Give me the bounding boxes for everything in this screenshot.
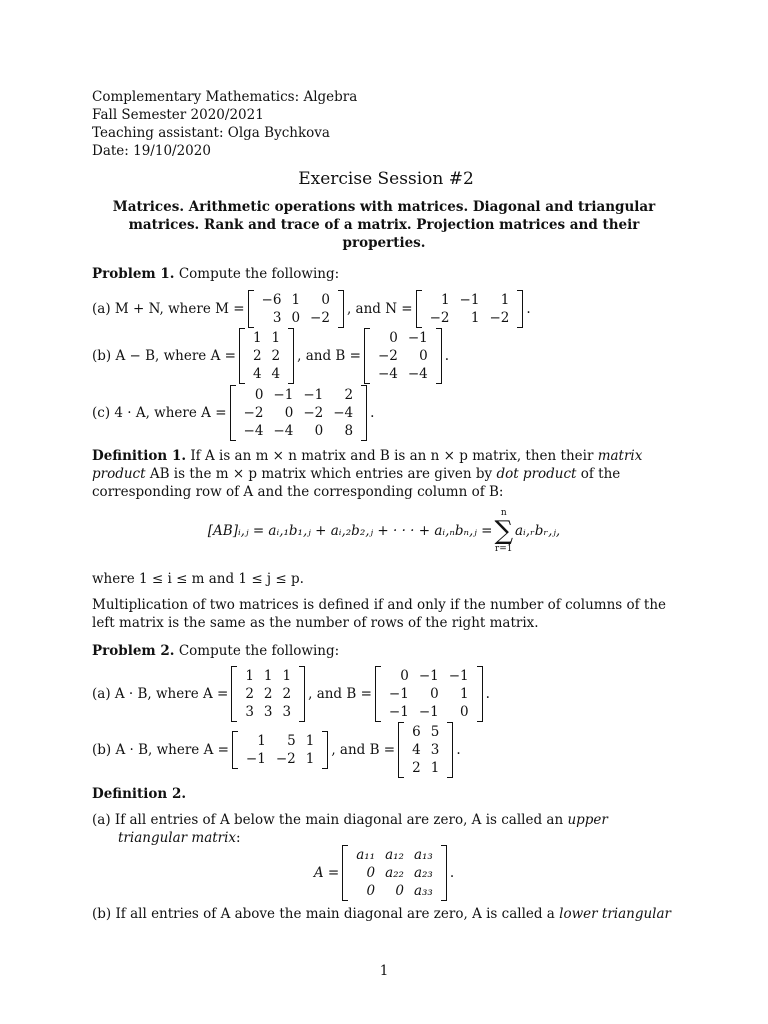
matrix-A-1b-grid — [245, 328, 288, 384]
index-range: where 1 ≤ i ≤ m and 1 ≤ j ≤ p. — [92, 571, 304, 587]
matrix-cell: −1 — [459, 292, 480, 308]
problem-2b-mid: , and B = — [331, 742, 396, 758]
problem-2-heading — [92, 642, 680, 660]
matrix-cell: 0 — [400, 668, 409, 684]
matrix-cell: −1 — [273, 387, 294, 403]
matrix-B-1b — [364, 328, 442, 384]
problem-1a — [92, 290, 531, 328]
matrix-cell: 2 — [271, 348, 281, 364]
definition-2a-colon: : — [236, 830, 241, 846]
matrix-product-formula — [0, 508, 768, 554]
matrix-cell: 1 — [252, 330, 262, 346]
matrix-cell: 1 — [282, 668, 292, 684]
matrix-cell: 0 — [460, 704, 469, 720]
problem-2-label: Problem 2. — [92, 643, 175, 659]
matrix-cell: −4 — [407, 366, 428, 382]
matrix-cell: 3 — [272, 310, 282, 326]
matrix-cell: 2 — [412, 760, 421, 776]
definition-2a — [92, 811, 680, 847]
problem-1b-mid: , and B = — [297, 348, 361, 364]
matrix-cell: −4 — [243, 423, 264, 439]
matrix-cell: −1 — [418, 704, 439, 720]
problem-1a-prefix: (a) M + N, where M = — [92, 301, 245, 317]
matrix-cell: 4 — [252, 366, 262, 382]
problem-2a-prefix: (a) A · B, where A = — [92, 686, 229, 702]
matrix-cell: −4 — [273, 423, 294, 439]
matrix-B-2b-grid — [404, 722, 447, 778]
definition-1-text — [92, 447, 680, 501]
definition-2b — [92, 905, 680, 923]
matrix-B-1b-grid — [370, 328, 436, 384]
matrix-cell: 3 — [282, 704, 292, 720]
matrix-cell: 2 — [252, 348, 262, 364]
matrix-cell: 2 — [263, 686, 273, 702]
matrix-cell: −1 — [388, 704, 409, 720]
matrix-cell: 8 — [344, 423, 354, 439]
term-matrix-product: matrix product — [92, 448, 643, 482]
subtitle: Matrices. Arithmetic operations with matrices. Diagonal and triangular matrices. Rank and trace of a matrix. Projection matrices and their properties. — [112, 199, 656, 251]
matrix-cell: −1 — [245, 751, 266, 767]
matrix-cell: −2 — [310, 310, 330, 326]
matrix-cell: 3 — [263, 704, 273, 720]
matrix-N-grid — [422, 290, 518, 328]
problem-1-intro: Compute the following: — [178, 266, 340, 282]
matrix-cell: 2 — [282, 686, 292, 702]
matrix-cell: 1 — [271, 330, 281, 346]
matrix-cell: 1 — [460, 686, 469, 702]
problem-1-heading — [92, 265, 680, 283]
matrix-cell: 1 — [263, 668, 273, 684]
matrix-cell: a₁₁ — [356, 847, 376, 863]
matrix-A-2a-grid — [237, 666, 299, 722]
matrix-cell: 1 — [440, 292, 450, 308]
date: Date: 19/10/2020 — [92, 143, 211, 159]
matrix-cell: 0 — [366, 883, 376, 899]
matrix-cell: 1 — [470, 310, 480, 326]
problem-2a-mid: , and B = — [308, 686, 372, 702]
problem-1-label: Problem 1. — [92, 266, 175, 282]
matrix-A-1b — [239, 328, 294, 384]
matrix-cell: −2 — [275, 751, 296, 767]
matrix-cell: −1 — [303, 387, 324, 403]
matrix-cell: 3 — [430, 742, 440, 758]
definition-1-part-3: of the corresponding row of A and the corresponding column of B: — [92, 466, 621, 500]
problem-2a-suffix: . — [485, 686, 490, 702]
problem-2-intro: Compute the following: — [178, 643, 340, 659]
definition-1-part-1: If A is an m × n matrix and B is an n × p matrix, then their — [190, 448, 594, 464]
matrix-cell: −4 — [377, 366, 398, 382]
matrix-cell: a₂₂ — [385, 865, 404, 881]
matrix-A-1c — [230, 385, 368, 441]
matrix-cell: a₁₂ — [385, 847, 404, 863]
matrix-cell: 0 — [291, 310, 301, 326]
matrix-cell: −2 — [429, 310, 450, 326]
definition-2-label: Definition 2. — [92, 786, 187, 802]
definition-1-label: Definition 1. — [92, 448, 187, 464]
matrix-cell: 3 — [245, 704, 254, 720]
problem-1b — [92, 328, 449, 384]
sum-upper-limit: n — [500, 508, 507, 518]
matrix-A-2b — [232, 731, 328, 769]
matrix-cell: 0 — [366, 865, 376, 881]
problem-1c-suffix: . — [370, 405, 375, 421]
matrix-cell: 2 — [245, 686, 254, 702]
matrix-A-2b-grid — [238, 731, 322, 769]
matrix-cell: 2 — [344, 387, 354, 403]
header-block — [92, 88, 680, 160]
sum-symbol: ∑ — [494, 516, 513, 546]
matrix-cell: 0 — [284, 405, 294, 421]
matrix-cell: 0 — [254, 387, 264, 403]
matrix-cell: a₂₃ — [413, 865, 433, 881]
upper-triangular-example — [0, 845, 768, 901]
upper-suffix: . — [449, 865, 455, 881]
formula-right: aᵢ,ᵣbᵣ,ⱼ, — [515, 523, 561, 539]
matrix-B-2b — [398, 722, 453, 778]
matrix-cell: −2 — [377, 348, 398, 364]
matrix-cell: 1 — [245, 668, 254, 684]
sum-lower-limit: r=1 — [494, 544, 513, 554]
matrix-cell: a₁₃ — [413, 847, 433, 863]
matrix-cell: 1 — [291, 292, 301, 308]
matrix-N — [416, 290, 524, 328]
matrix-A-1c-grid — [236, 385, 362, 441]
matrix-cell: 1 — [430, 760, 440, 776]
problem-1a-mid: , and N = — [346, 301, 413, 317]
matrix-cell: 0 — [389, 330, 398, 346]
matrix-cell: −1 — [418, 668, 439, 684]
page-title: Exercise Session #2 — [298, 169, 474, 189]
matrix-cell: 1 — [257, 733, 266, 749]
page-number: 1 — [379, 963, 389, 979]
problem-1b-suffix: . — [444, 348, 450, 364]
matrix-cell: −2 — [243, 405, 264, 421]
matrix-cell: 0 — [419, 348, 428, 364]
problem-1b-prefix: (b) A − B, where A = — [92, 348, 236, 364]
matrix-cell: 1 — [305, 751, 315, 767]
upper-triangular-grid — [348, 845, 441, 901]
matrix-cell: 4 — [271, 366, 281, 382]
term-lower-triangular: lower triangular — [559, 906, 671, 922]
definition-2a-text: (a) If all entries of A below the main diagonal are zero, A is called an — [92, 812, 564, 828]
multiplication-note: Multiplication of two matrices is defined if and only if the number of columns of the left matrix is the same as the number of rows of the right matrix. — [92, 597, 667, 631]
matrix-cell: −1 — [388, 686, 409, 702]
definition-1-part-2: AB is the m × p matrix which entries are given by — [149, 466, 493, 482]
matrix-A-2a — [231, 666, 305, 722]
matrix-cell: −6 — [261, 292, 282, 308]
semester: Fall Semester 2020/2021 — [92, 107, 264, 123]
matrix-cell: 0 — [430, 686, 439, 702]
formula-left: [AB]ᵢ,ⱼ = aᵢ,₁b₁,ⱼ + aᵢ,₂b₂,ⱼ + · · · + aᵢ,ₙbₙ,ⱼ = — [207, 523, 493, 539]
course-name: Complementary Mathematics: Algebra — [92, 89, 358, 105]
matrix-cell: 1 — [305, 733, 315, 749]
term-dot-product: dot product — [496, 466, 577, 482]
matrix-cell: 0 — [314, 423, 324, 439]
matrix-cell: −1 — [407, 330, 428, 346]
matrix-cell: −4 — [333, 405, 354, 421]
problem-2b-suffix: . — [456, 742, 461, 758]
matrix-B-2a-grid — [381, 666, 477, 722]
problem-2b — [92, 722, 461, 778]
problem-2a — [92, 666, 490, 722]
matrix-cell: 0 — [395, 883, 404, 899]
teaching-assistant: Teaching assistant: Olga Bychkova — [92, 125, 330, 141]
matrix-cell: −2 — [303, 405, 324, 421]
matrix-cell: 5 — [430, 724, 440, 740]
matrix-cell: 1 — [500, 292, 510, 308]
matrix-cell: 4 — [412, 742, 421, 758]
matrix-cell: 0 — [321, 292, 330, 308]
definition-2b-text: (b) If all entries of A above the main diagonal are zero, A is called a — [92, 906, 555, 922]
matrix-M — [248, 290, 344, 328]
matrix-M-grid — [254, 290, 338, 328]
matrix-cell: −1 — [448, 668, 469, 684]
upper-lhs: A = — [313, 865, 340, 881]
upper-triangular-matrix — [342, 845, 447, 901]
summation — [494, 508, 513, 554]
matrix-B-2a — [375, 666, 483, 722]
problem-1c — [92, 385, 374, 441]
matrix-cell: 5 — [287, 733, 296, 749]
term-upper-triangular: upper triangular matrix — [118, 812, 608, 846]
problem-1a-suffix: . — [526, 301, 531, 317]
matrix-cell: 6 — [412, 724, 421, 740]
problem-1c-prefix: (c) 4 · A, where A = — [92, 405, 227, 421]
matrix-cell: −2 — [489, 310, 510, 326]
matrix-cell: a₃₃ — [413, 883, 433, 899]
problem-2b-prefix: (b) A · B, where A = — [92, 742, 229, 758]
